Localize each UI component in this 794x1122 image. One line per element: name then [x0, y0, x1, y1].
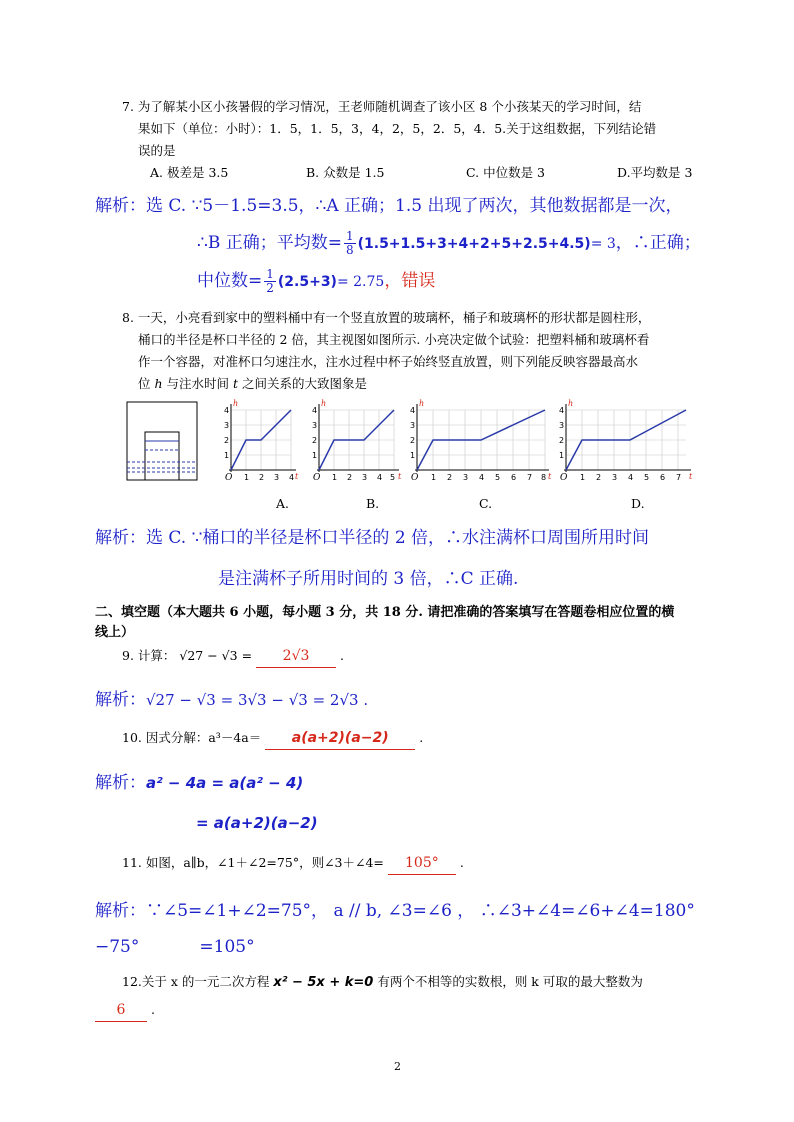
svg-text:t: t [398, 472, 402, 481]
q7-line3: 误的是 [138, 143, 176, 158]
q7-sol-median-expr: (2.5+3) [277, 274, 337, 290]
q9-line [122, 645, 344, 668]
svg-text:1: 1 [559, 451, 565, 460]
graph-d-plot [555, 400, 699, 484]
svg-text:3: 3 [362, 473, 368, 482]
q9-text: 9. 计算： [122, 648, 176, 663]
svg-text:4: 4 [628, 473, 634, 482]
svg-text:1: 1 [224, 451, 230, 460]
svg-text:2: 2 [347, 473, 353, 482]
q8-solution-line2: 是注满杯子所用时间的 3 倍，∴C 正确. [218, 569, 519, 589]
svg-text:7: 7 [676, 473, 682, 482]
q7-sol-text: ∴B 正确；平均数= [197, 233, 342, 253]
graph-b [310, 400, 406, 488]
q12-answer-line [95, 999, 155, 1022]
q11-dot: . [459, 855, 464, 870]
q12-text-a: 12.关于 x 的一元二次方程 [122, 974, 274, 989]
svg-text:1: 1 [410, 451, 416, 460]
q8-text-a: 位 [138, 376, 155, 391]
graph-c-plot [405, 400, 555, 484]
graph-d [555, 400, 699, 488]
q12-answer: 6 [95, 999, 147, 1022]
fraction-denominator: 2 [266, 281, 274, 295]
q8-var-h: h [154, 376, 163, 391]
svg-text:1: 1 [332, 473, 338, 482]
q9-sol-label: 解析： [95, 690, 146, 710]
svg-text:t: t [548, 472, 552, 481]
q7-line1 [122, 96, 641, 118]
q10-answer: a(a+2)(a−2) [265, 727, 415, 750]
q7-sol-result: = 3 [590, 236, 616, 252]
q11-solution-line2 [95, 937, 255, 957]
fraction-denominator: 8 [345, 243, 354, 257]
section-2-heading: 二、填空题（本大题共 6 小题，每小题 3 分，共 18 分. 请把准确的答案填写在答题卷相应位置的横 [95, 605, 675, 620]
q7-sol-median-label: 中位数= [197, 271, 263, 291]
graph-a-label: A. [276, 496, 290, 511]
q11-answer: 105° [388, 852, 456, 875]
q11-text: 11. 如图，a∥b，∠1＋∠2=75°，则∠3＋∠4= [122, 855, 384, 870]
q7-text1: 为了解某小区小孩暑假的学习情况，王老师随机调查了该小区 8 个小孩某天的学习时间，结 [137, 99, 642, 114]
q9-expression: √27 − √3 = [179, 648, 253, 663]
svg-text:3: 3 [463, 473, 469, 482]
q8-line2: 桶口的半径是杯口半径的 2 倍，其主视图如图所示. 小亮决定做个试验：把塑料桶和玻璃杯看 [138, 332, 650, 347]
svg-text:4: 4 [224, 406, 230, 415]
svg-text:2: 2 [559, 436, 565, 445]
q11-line [122, 852, 464, 875]
svg-text:4: 4 [289, 473, 295, 482]
q8-text1: 一天，小亮看到家中的塑料桶中有一个竖直放置的玻璃杯，桶子和玻璃杯的形状都是圆柱形， [137, 310, 651, 325]
svg-text:O: O [411, 473, 419, 483]
svg-text:2: 2 [410, 436, 416, 445]
svg-text:1: 1 [431, 473, 437, 482]
svg-text:4: 4 [559, 406, 565, 415]
svg-text:6: 6 [511, 473, 517, 482]
svg-text:4: 4 [312, 406, 318, 415]
graph-b-plot [310, 400, 406, 484]
svg-text:4: 4 [479, 473, 485, 482]
svg-text:5: 5 [644, 473, 650, 482]
svg-text:5: 5 [495, 473, 501, 482]
bucket-cup-figure [126, 401, 202, 483]
svg-text:6: 6 [660, 473, 666, 482]
q10-line [122, 727, 423, 750]
q9-sol-expr: √27 − √3 = 3√3 − √3 = 2√3 . [146, 691, 369, 709]
q7-sol-conclusion: ，∴正确； [615, 233, 701, 253]
q7-sol-median-value: = 2.75 [336, 274, 385, 290]
q8-line1 [122, 307, 650, 329]
q7-solution-line2 [197, 228, 701, 257]
q7-sol-fraction2 [264, 268, 276, 295]
q7-option-c: C. 中位数是 3 [466, 165, 545, 180]
q10-dot: . [419, 730, 424, 745]
svg-text:2: 2 [596, 473, 602, 482]
svg-text:3: 3 [312, 421, 318, 430]
q8-solution-line1: 解析：选 C. ∵桶口的半径是杯口半径的 2 倍，∴水注满杯口周围所用时间 [95, 528, 650, 548]
q10-sol-step1: a² − 4a = a(a² − 4) [146, 774, 304, 792]
graph-b-label: B. [366, 496, 380, 511]
q12-text-b: 有两个不相等的实数根，则 k 可取的最大整数为 [373, 974, 643, 989]
q7-option-d: D.平均数是 3 [617, 165, 693, 180]
svg-text:4: 4 [377, 473, 383, 482]
svg-text:4: 4 [410, 406, 416, 415]
graph-d-label: D. [631, 496, 645, 511]
q8-line4 [138, 373, 367, 395]
q9-solution [95, 685, 368, 710]
svg-text:2: 2 [447, 473, 453, 482]
svg-text:h: h [419, 399, 425, 408]
q12-dot: . [150, 1002, 155, 1017]
svg-text:2: 2 [224, 436, 230, 445]
svg-text:5: 5 [390, 473, 396, 482]
q8-number: 8. [122, 310, 134, 325]
graph-a [220, 400, 304, 488]
q10-text: 10. 因式分解：a³－4a＝ [122, 730, 262, 745]
q8-line3: 作一个容器，对准杯口匀速注水，注水过程中杯子始终竖直放置，则下列能反映容器最高水 [138, 354, 639, 369]
q7-option-a: A. 极差是 3.5 [150, 165, 229, 180]
svg-text:3: 3 [612, 473, 618, 482]
q7-solution-line3 [197, 266, 435, 295]
svg-text:2: 2 [259, 473, 265, 482]
q10-solution-line1 [95, 768, 303, 793]
q9-answer: 2√3 [256, 645, 336, 668]
q10-solution-line2: = a(a+2)(a−2) [196, 814, 318, 832]
svg-text:3: 3 [410, 421, 416, 430]
svg-text:h: h [568, 399, 574, 408]
graph-c [405, 400, 555, 488]
svg-text:1: 1 [244, 473, 250, 482]
q7-line2: 果如下（单位：小时）：1．5，1．5，3，4，2，5，2．5，4．5.关于这组数据，下列结论错 [138, 121, 657, 136]
graph-a-plot [220, 400, 304, 484]
svg-text:3: 3 [224, 421, 230, 430]
svg-text:t: t [295, 472, 299, 481]
q12-equation: x² − 5x + k=0 [273, 975, 374, 990]
svg-text:1: 1 [312, 451, 318, 460]
section-2-heading-cont: 线上） [95, 625, 135, 640]
q8-text-b: 与注水时间 [162, 376, 233, 391]
q7-number: 7. [122, 99, 134, 114]
svg-text:3: 3 [559, 421, 565, 430]
q11-sol-result: =105° [199, 937, 255, 957]
q9-dot: . [340, 648, 344, 663]
svg-text:2: 2 [312, 436, 318, 445]
svg-text:O: O [225, 473, 233, 483]
q10-sol-label: 解析： [95, 773, 146, 793]
graph-c-label: C. [479, 496, 493, 511]
svg-text:h: h [321, 399, 327, 408]
svg-text:O: O [313, 473, 321, 483]
q11-solution-line1: 解析：∵∠5=∠1+∠2=75°， a // b, ∠3=∠6 ， ∴∠3+∠4=∠6+∠4=180° [95, 901, 695, 921]
svg-text:h: h [233, 399, 239, 408]
svg-text:O: O [560, 473, 568, 483]
svg-text:t: t [689, 472, 693, 481]
q7-sol-wrong: ，错误 [384, 271, 436, 291]
q11-sol-minus: −75° [95, 937, 140, 957]
q8-text-c: 之间关系的大致图象是 [238, 376, 368, 391]
q7-sol-fraction [344, 230, 356, 257]
q7-sol-sum: (1.5+1.5+3+4+2+5+2.5+4.5) [357, 236, 591, 252]
svg-text:3: 3 [274, 473, 280, 482]
fraction-numerator: 1 [345, 229, 354, 243]
page-number: 2 [394, 1060, 401, 1073]
fraction-numerator: 1 [266, 267, 274, 281]
q7-solution-line1: 解析：选 C. ∵5－1.5=3.5，∴A 正确；1.5 出现了两次，其他数据都是一次， [95, 196, 683, 216]
q7-option-b: B. 众数是 1.5 [306, 165, 385, 180]
svg-text:7: 7 [527, 473, 533, 482]
svg-text:1: 1 [580, 473, 586, 482]
svg-text:8: 8 [541, 473, 547, 482]
q12-line [122, 971, 643, 994]
q8-var-t: t [233, 376, 239, 391]
